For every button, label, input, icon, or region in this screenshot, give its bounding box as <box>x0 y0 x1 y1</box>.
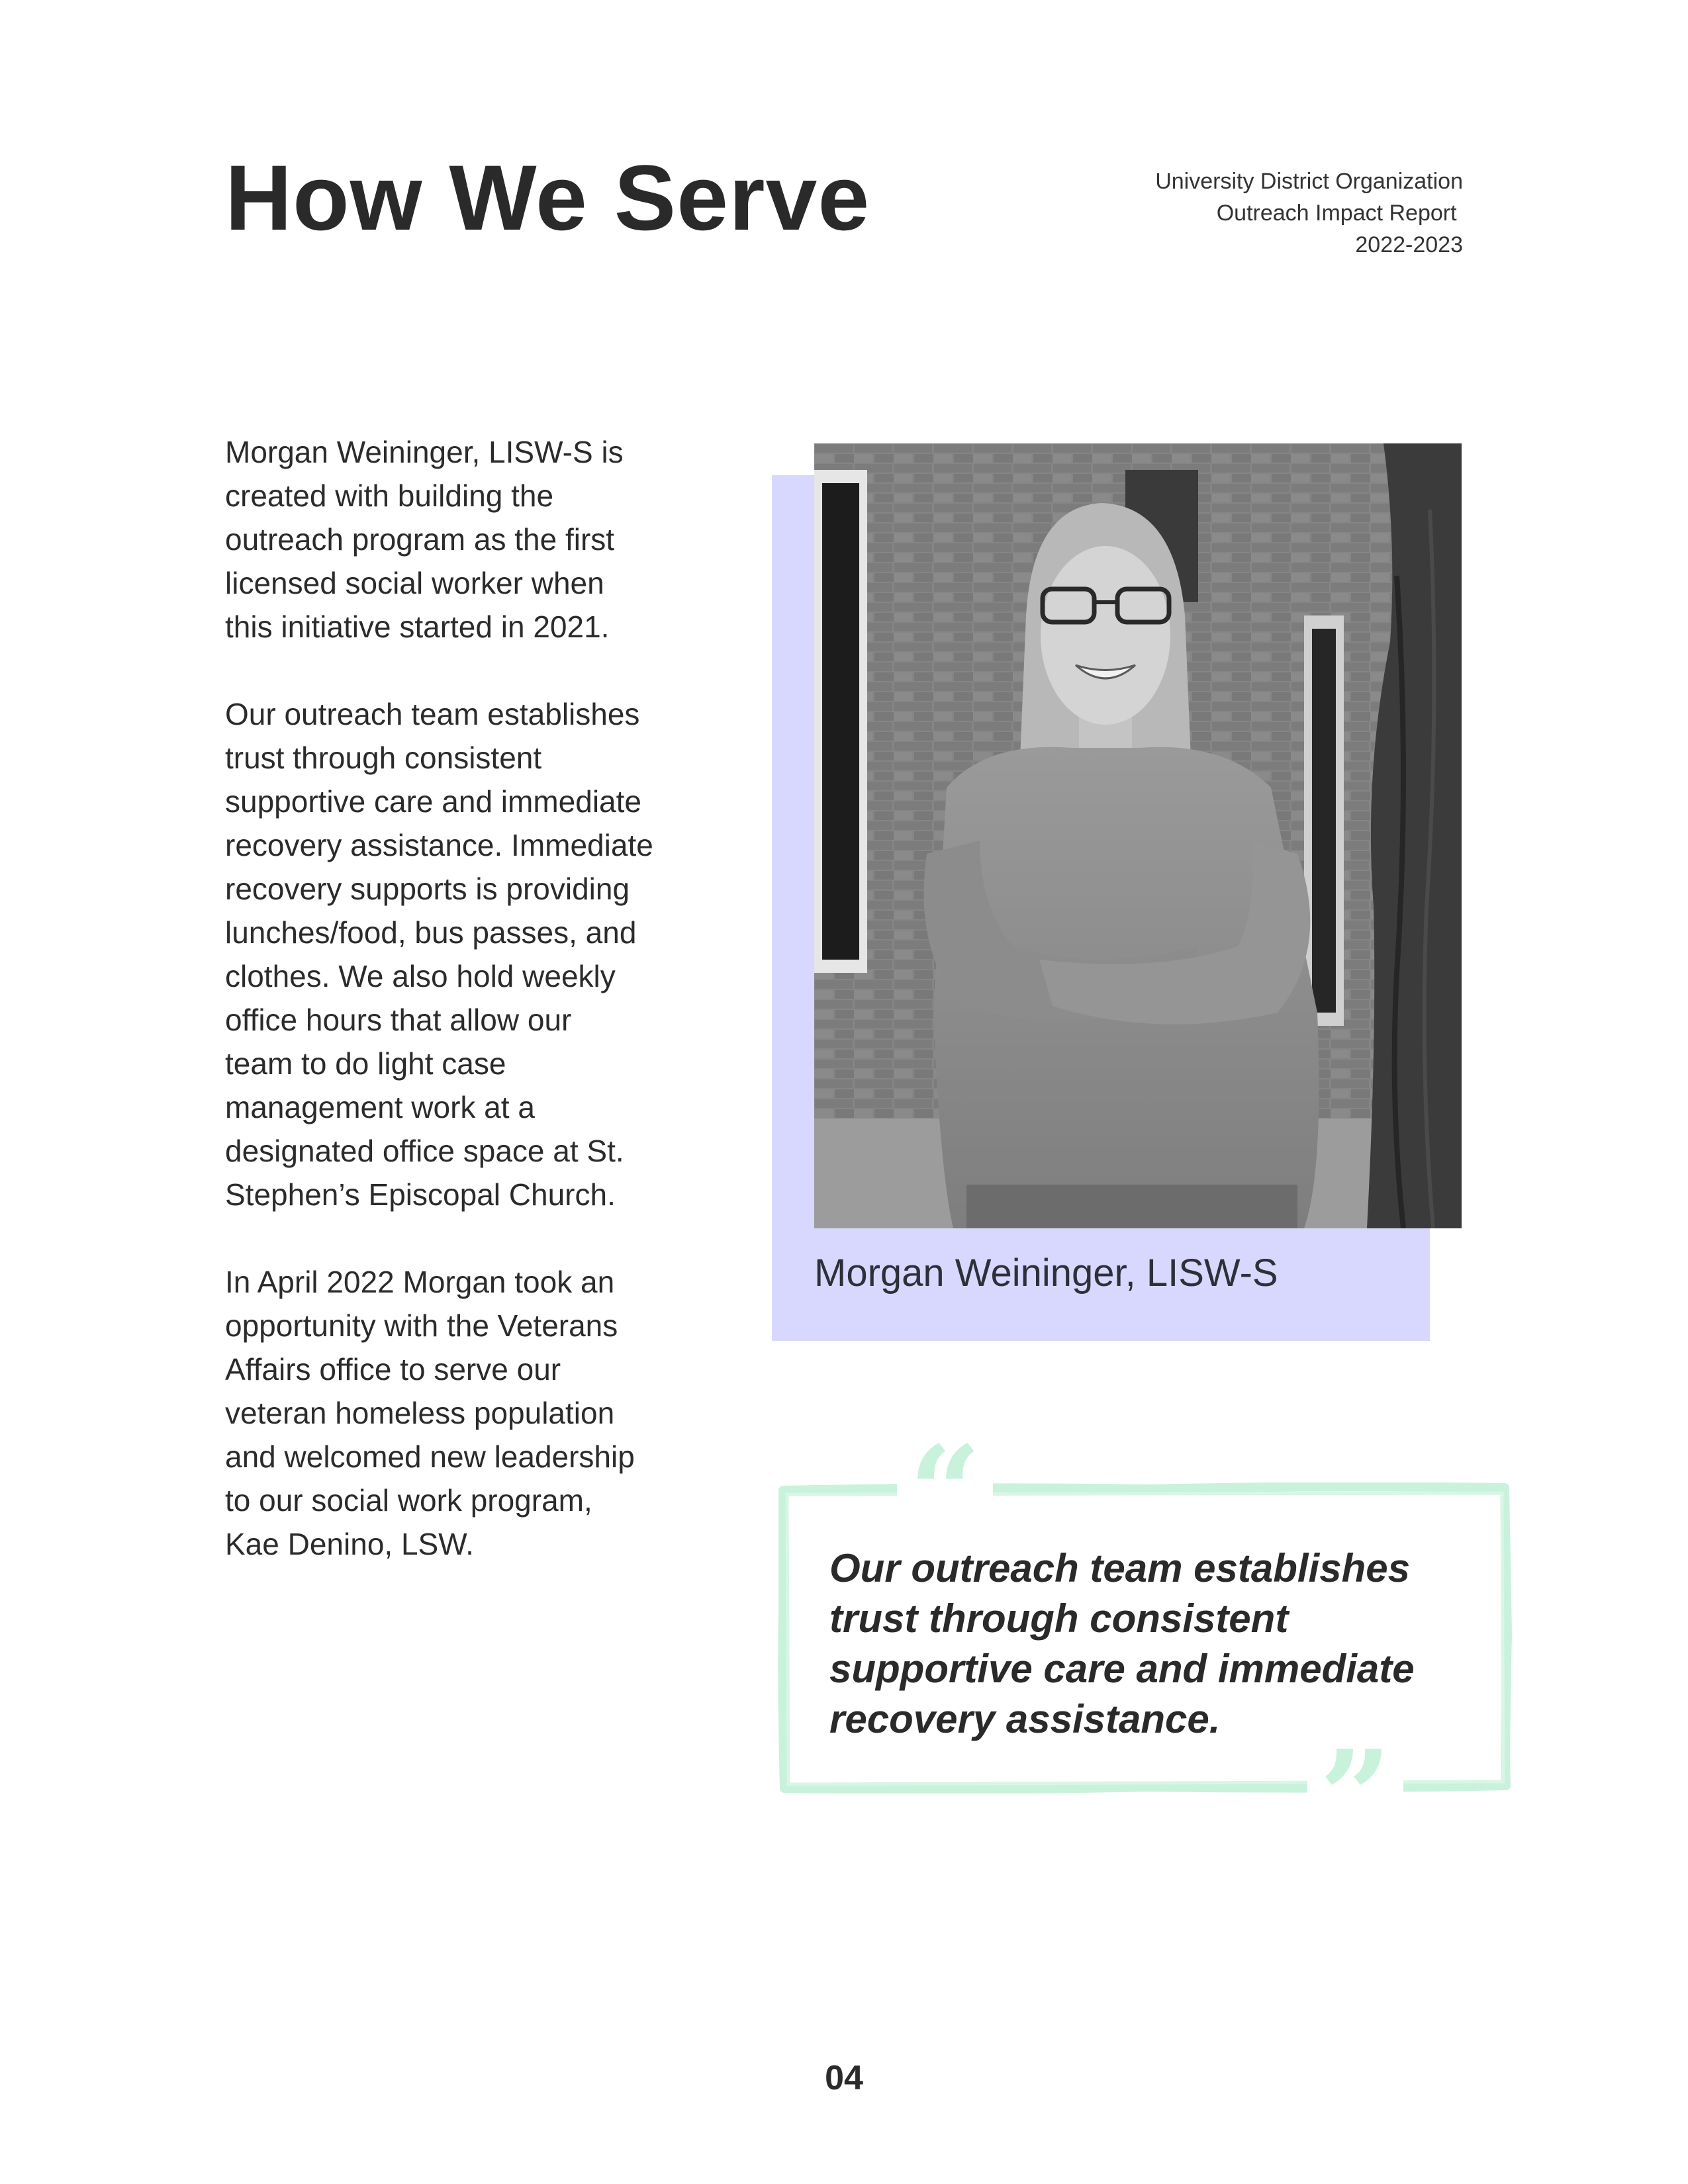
report-meta <box>1155 165 1463 261</box>
open-quote-icon: “ <box>897 1430 993 1555</box>
body-text <box>225 430 688 1610</box>
portrait-photo <box>814 443 1462 1228</box>
page-title: How We Serve <box>225 146 870 250</box>
page-number: 04 <box>825 2059 863 2097</box>
close-quote-icon: ” <box>1307 1734 1403 1860</box>
photo-caption: Morgan Weininger, LISW-S <box>814 1251 1278 1295</box>
paragraph-transition: In April 2022 Morgan took an opportunity with the Veterans Affairs office to serve our veteran homeless population and welcomed new leadership to our social work program, Kae Denino, LSW. <box>225 1265 635 1561</box>
pull-quote-text: Our outreach team establishes trust through consistent supportive care and immediate recovery assistance. <box>829 1546 1415 1741</box>
pull-quote <box>778 1418 1513 1870</box>
paragraph-services: Our outreach team establishes trust through consistent supportive care and immediate recovery assistance. Immediate recovery supports is providing lunches/food, bus passes, and clothes. We also hold weekly office hours that allow our team to do light case management work at a designated office space at St. Stephen’s Episcopal Church. <box>225 697 653 1212</box>
report-name: Outreach Impact Report <box>1216 201 1463 226</box>
report-year: 2022-2023 <box>1355 232 1463 257</box>
paragraph-intro: Morgan Weininger, LISW-S is created with building the outreach program as the first licensed social worker when this initiative started in 2021. <box>225 435 624 644</box>
organization-name: University District Organization <box>1155 169 1463 194</box>
